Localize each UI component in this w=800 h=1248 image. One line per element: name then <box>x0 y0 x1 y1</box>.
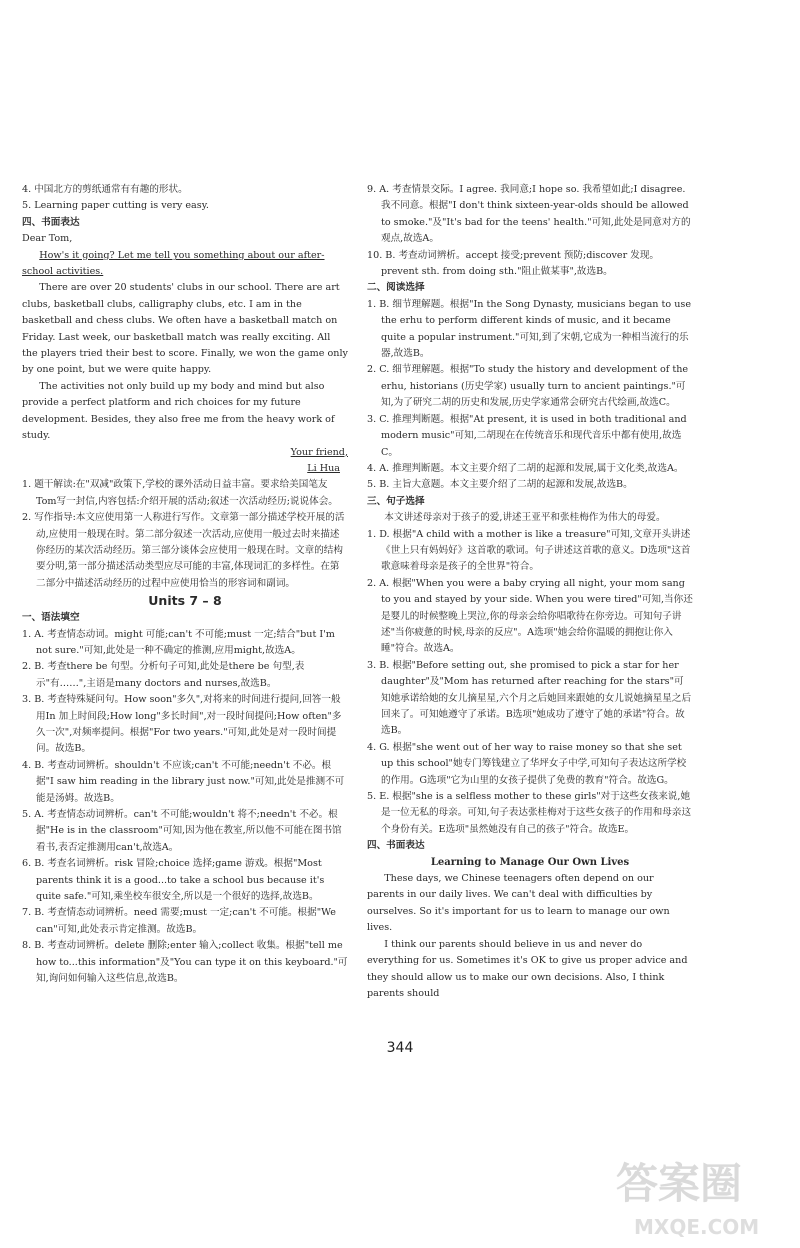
answer-item: 3. B. 根据"Before setting out, she promised to pick a star for her daughter"及"Mom has returned after reaching for the stars"可知她承诺给她的女儿摘星星,六个月之后她回来跟她的女儿说她摘星星之后回来了。可知她遵守了承诺。B选项"她成功了遵守了她的承诺"符合。故选B。 <box>367 659 692 737</box>
section-heading: 一、语法填空 <box>22 612 80 624</box>
left-column <box>22 182 348 988</box>
section-heading: 四、书面表达 <box>367 840 425 852</box>
answer-item: 4. B. 考查动词辨析。shouldn't 不应该;can't 不可能;needn't 不必。根据"I saw him reading in the library just now."可知,此处是推测不可能是汤姆。故选B。 <box>22 759 345 804</box>
letter-paragraph: The activities not only build up my body and mind but also provide a perfect platform and rich choices for my future development. Besides, they also free me from the heavy work of study. <box>22 380 335 442</box>
units-title: Units 7 – 8 <box>148 593 222 609</box>
letter-closing: Your friend, <box>290 446 348 458</box>
answer-item: 5. A. 考查情态动词辨析。can't 不可能;wouldn't 将不;needn't 不必。根据"He is in the classroom"可知,因为他在教室,所以他不可能在图书馆看书,表否定推测用can't,故选A。 <box>22 809 342 853</box>
answer-item: 4. G. 根据"she went out of her way to raise money so that she set up this school"她专门筹钱建立了华坪女子中学,可知句子表达这所学校的作用。G选项"它为山里的女孩子提供了免费的教育"符合。故选G。 <box>367 741 687 786</box>
answer-item: 1. B. 细节理解题。根据"In the Song Dynasty, musicians began to use the erhu to perform different kinds of music, and it became quite a popular instrument."可知,到了宋朝,它成为一种相当流行的乐器,故选B。 <box>367 298 691 360</box>
top-item: 5. Learning paper cutting is very easy. <box>22 200 209 212</box>
answer-item: 3. B. 考查特殊疑问句。How soon"多久",对将来的时间进行提问,回答一般用In 加上时间段;How long"多长时间",对一段时间提问;How often"多久一次",对频率提问。根据"For two years."可知,此处是对一段时间提问。故选B。 <box>22 694 342 755</box>
section-heading: 二、阅读选择 <box>367 282 425 294</box>
letter-opening: How's it going? Let me tell you something about our after-school activities. <box>22 249 325 278</box>
answer-item: 6. B. 考查名词辨析。risk 冒险;choice 选择;game 游戏。根据"Most parents think it is a good...to take a school bus because it's quite safe."可知,乘坐校车很安全,所以是一个很好的选择,故选B。 <box>22 858 325 903</box>
letter-paragraph: There are over 20 students' clubs in our school. There are art clubs, basketball clubs, calligraphy clubs, etc. I am in the basketball and chess clubs. We often have a basketball match on Friday. Last week, our basketball match was really exciting. All the players tried their best to score. Finally, we won the game only by one point, but we were quite happy. <box>22 282 348 376</box>
section-heading: 三、句子选择 <box>367 495 425 507</box>
answer-item: 1. A. 考查情态动词。might 可能;can't 不可能;must 一定;结合"but I'm not sure."可知,此处是一种不确定的推测,应用might,故选A。 <box>22 628 335 656</box>
letter-salutation: Dear Tom, <box>22 233 73 245</box>
right-column <box>367 182 693 1002</box>
answer-item: 2. B. 考查there be 句型。分析句子可知,此处是there be 句型,表示"有……",主语是many doctors and nurses,故选B。 <box>22 661 305 689</box>
answer-item: 4. A. 推理判断题。本文主要介绍了二胡的起源和发展,属于文化类,故选A。 <box>367 462 684 474</box>
answer-item: 9. A. 考查情景交际。I agree. 我同意;I hope so. 我希望如此;I disagree. 我不同意。根据"I don't think sixteen-year-olds should be allowed to smoke."及"It's bad for the teens' health."可知,此处是同意对方的观点,故选A。 <box>367 184 691 245</box>
essay-intro: These days, we Chinese teenagers often depend on our parents in our daily lives. We can't deal with difficulties by ourselves. So it's important for us to learn to manage our own lives. <box>367 873 670 934</box>
essay-title: Learning to Manage Our Own Lives <box>430 856 630 868</box>
answer-item: 1. D. 根据"A child with a mother is like a treasure"可知,文章开头讲述《世上只有妈妈好》这首歌的歌词。句子讲述这首歌的意义。D选项"这首歌意味着母亲是孩子的全世界"符合。 <box>367 528 691 573</box>
essay-paragraph: I think our parents should believe in us and never do everything for us. Sometimes it's OK to give us proper advice and they should allow us to make our own decisions. Also, I think parents should <box>367 938 688 999</box>
answer-item: 5. E. 根据"she is a selfless mother to these girls"对于这些女孩来说,她是一位无私的母亲。可知,句子表达张桂梅对于这些女孩子的作用和母亲这个身份有关。E选项"虽然她没有自己的孩子"符合。故选E。 <box>367 791 692 835</box>
answer-item: 8. B. 考查动词辨析。delete 删除;enter 输入;collect 收集。根据"tell me how to...this information"及"You can type it on this keyboard."可知,询问如何输入这些信息,故选B。 <box>22 940 348 985</box>
answer-item: 7. B. 考查情态动词辨析。need 需要;must 一定;can't 不可能。根据"We can"可知,此处表示肯定推测。故选B。 <box>22 907 336 935</box>
site-watermark-logo <box>612 1150 790 1242</box>
page-number: 344 <box>386 1040 414 1056</box>
watermark-domain: MXQE.COM <box>634 1215 760 1239</box>
section-heading: 四、书面表达 <box>22 216 80 228</box>
writing-note: 2. 写作指导:本文应使用第一人称进行写作。文章第一部分描述学校开展的活动,应使用一般现在时。第二部分叙述一次活动,应使用一般过去时来描述你经历的某次活动经历。第三部分谈体会应使用一般现在时。文章的结构要分明,第一部分描述活动类型应尽可能的丰富,体现词汇的多样性。在第二部分中描述活动经历的过程中应使用恰当的形容词和副词。 <box>22 512 345 589</box>
letter-signature: Li Hua <box>307 462 340 474</box>
answer-item: 3. C. 推理判断题。根据"At present, it is used in both traditional and modern music"可知,二胡现在在传统音乐和现代音乐中都有使用,故选C。 <box>367 413 687 458</box>
passage-summary: 本文讲述母亲对于孩子的爱,讲述王亚平和张桂梅作为伟大的母爱。 <box>384 512 666 524</box>
answer-item: 2. C. 细节理解题。根据"To study the history and development of the erhu, historians (历史学家) usually turn to ancient paintings."可知,为了研究二胡的历史和发展,历史学家通常会研究古代绘画,故选C。 <box>367 364 689 409</box>
writing-note: 1. 题干解读:在"双减"政策下,学校的课外活动日益丰富。要求给美国笔友Tom写一封信,内容包括:介绍开展的活动;叙述一次活动经历;说说体会。 <box>22 479 338 507</box>
answer-item: 10. B. 考查动词辨析。accept 接受;prevent 预防;discover 发现。prevent sth. from doing sth."阻止做某事",故选B。 <box>367 249 660 278</box>
watermark-title: 答案圈 <box>616 1159 743 1208</box>
answer-item: 5. B. 主旨大意题。本文主要介绍了二胡的起源和发展,故选B。 <box>367 479 633 491</box>
answer-item: 2. A. 根据"When you were a baby crying all night, your mom sang to you and stayed by your side. When you were tired"可知,当你还是婴儿的时候整晚上哭泣,你的母亲会给你唱歌待在你旁边。可知句子讲述"当你疲惫的时候,母亲的反应"。A选项"她会给你温暖的拥抱让你入睡"符合。故选A。 <box>367 577 693 655</box>
top-item: 4. 中国北方的剪纸通常有有趣的形状。 <box>22 184 188 195</box>
